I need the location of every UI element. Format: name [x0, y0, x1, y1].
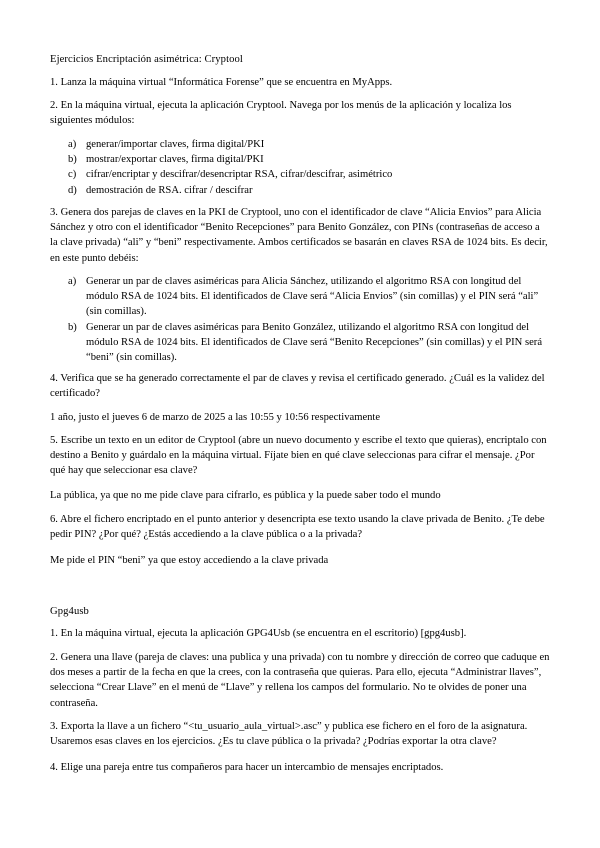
exercise-3-list [68, 274, 550, 365]
list-marker: b) [68, 154, 77, 166]
list-marker: a) [68, 139, 77, 150]
answer-6: Me pide el PIN “beni” ya que estoy accediendo a la clave privada [50, 555, 329, 566]
section-title-gpg4usb: Gpg4usb [50, 606, 89, 617]
list-marker: d) [68, 184, 77, 196]
list-item [68, 167, 548, 182]
exercise-2: 2. En la máquina virtual, ejecuta la aplicación Cryptool. Navega por los menús de la aplicación y localiza los siguientes módulos: [50, 100, 512, 127]
list-item-text: generar/importar claves, firma digital/PKI [86, 139, 265, 150]
exercise-2-list [68, 137, 548, 198]
answer-5: La pública, ya que no me pide clave para cifrarlo, es pública y la puede saber todo el mundo [50, 490, 441, 501]
answer-4: 1 año, justo el jueves 6 de marzo de 2025 a las 10:55 y 10:56 respectivamente [50, 412, 381, 423]
list-item [68, 274, 550, 320]
list-item [68, 152, 548, 167]
section-title-cryptool: Ejercicios Encriptación asimétrica: Cryptool [50, 54, 243, 65]
exercise-1: 1. Lanza la máquina virtual “Informática Forense” que se encuentra en MyApps. [50, 77, 393, 88]
list-item-text: demostración de RSA. cifrar / descifrar [86, 184, 253, 196]
list-marker: c) [68, 169, 77, 181]
list-item-text: cifrar/encriptar y descifrar/desencriptar RSA, cifrar/descifrar, asimétrico [86, 169, 393, 181]
list-marker: a) [68, 276, 77, 287]
exercise-3: 3. Genera dos parejas de claves en la PKI de Cryptool, uno con el identificador de clave “Alicia Envios” para Alicia Sánchez y otro con el identificador “Benito Recepciones” para Benito González, con PINs (contraseñas de acceso a la clave privada) “ali” y “beni” respectivamente. Ambos certificados se basarán en claves RSA de 1024 bits. Es decir, en este punto debéis: [50, 207, 548, 264]
gpg-exercise-2: 2. Genera una llave (pareja de claves: una publica y una privada) con tu nombre y dirección de correo que caduque en dos meses a partir de la fecha en que la crees, con la contraseña que quieras. Para ello, ejecuta “Administrar llaves”, selecciona “Crear Llave” en el menú de “Llave” y rellena los campos del formulario. No te olvides de poner una contraseña. [50, 652, 550, 709]
gpg-exercise-4: 4. Elige una pareja entre tus compañeros para hacer un intercambio de mensajes encriptados. [50, 762, 444, 773]
gpg-exercise-3: 3. Exporta la llave a un fichero “<tu_usuario_aula_virtual>.asc” y publica ese fichero en el foro de la asignatura. Usaremos esas claves en los ejercicios. ¿Es tu clave pública o la privada? ¿Podrías exportar la otra clave? [50, 721, 528, 748]
exercise-4: 4. Verifica que se ha generado correctamente el par de claves y revisa el certificado generado. ¿Cuál es la validez del certificado? [50, 373, 545, 400]
list-item [68, 320, 550, 366]
list-item [68, 183, 548, 198]
list-item-text: mostrar/exportar claves, firma digital/PKI [86, 154, 264, 166]
list-marker: b) [68, 321, 77, 333]
exercise-5: 5. Escribe un texto en un editor de Cryptool (abre un nuevo documento y escribe el texto que quieras), encriptalo con destino a Benito y guárdalo en la máquina virtual. Fíjate bien en qué clave seleccionas para cifrar el mensaje. ¿Por qué hay que seleccionar esa clave? [50, 435, 547, 477]
list-item-text: Generar un par de claves asiméricas para Benito González, utilizando el algoritmo RSA con longitud del módulo RSA de 1024 bits. El identificados de Clave será “Benito Recepciones” (sin comillas) y el PIN será “beni” (sin comillas). [86, 321, 543, 364]
list-item [68, 137, 548, 152]
list-item-text: Generar un par de claves asiméricas para Alicia Sánchez, utilizando el algoritmo RSA con longitud del módulo RSA de 1024 bits. El identificados de Clave será “Alicia Envios” (sin comillas) y el PIN será “ali” (sin comillas). [86, 276, 539, 318]
gpg-exercise-1: 1. En la máquina virtual, ejecuta la aplicación GPG4Usb (se encuentra en el escritorio) [gpg4usb]. [50, 628, 467, 639]
exercise-6: 6. Abre el fichero encriptado en el punto anterior y desencripta ese texto usando la clave privada de Benito. ¿Te debe pedir PIN? ¿Por qué? ¿Estás accediendo a la clave pública o a la privada? [50, 514, 545, 541]
